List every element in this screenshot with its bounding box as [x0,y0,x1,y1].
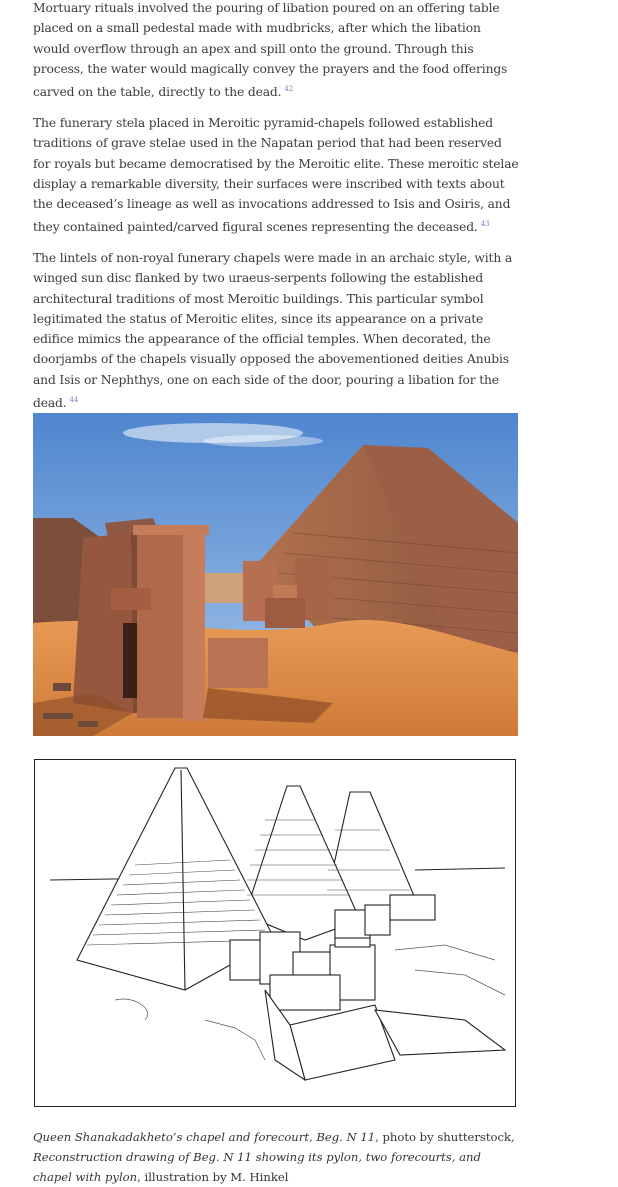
paragraph-text: The lintels of non-royal funerary chapels were made in an archaic style, with a winged sun disc flanked by two uraeus-serpents following the established architectural traditions of most Meroitic buildings. This particular symbol legitimated the status of Meroitic elites, since its appearance on a private edifice mimics the appearance of the official temples. When decorated, the doorjambs of the chapels visually opposed the abovementioned deities Anubis and Isis or Nephthys, one on each side of the door, pouring a libation for the dead. [33,251,513,411]
caption-title-photo: Queen Shanakadakheto’s chapel and forecourt, Beg. N 11 [33,1130,376,1144]
figure-caption [33,1127,521,1187]
caption-title-drawing: Reconstruction drawing of Beg. N 11 showing its pylon, two forecourts, and chapel with pylon [33,1150,481,1184]
paragraph-text: The funerary stela placed in Meroitic pyramid-chapels followed established traditions of grave stelae used in the Napatan period that had been reserved for royals but became democratised by the Meroitic elite. These meroitic stelae display a remarkable diversity, their surfaces were inscribed with texts about the deceased’s lineage as well as invocations addressed to Isis and Osiris, and they contained painted/carved figural scenes representing the deceased. [33,116,519,235]
caption-credit-drawing: , illustration by M. Hinkel [137,1170,289,1184]
paragraph-lintels [33,248,521,413]
footnote-link-44[interactable]: 44 [69,396,79,405]
drawing-image [35,760,515,1106]
paragraph-funerary-stela [33,113,521,238]
caption-credit-photo: , photo by shutterstock, [375,1130,515,1144]
reconstruction-drawing [34,759,516,1107]
paragraph-mortuary-rituals [33,0,521,102]
footnote-link-42[interactable]: 42 [284,85,294,94]
paragraph-text: Mortuary rituals involved the pouring of libation poured on an offering table placed on a small pedestal made with mudbricks, after which the libation would overflow through an apex and spill onto the ground. Through this process, the water would magically convey the prayers and the food offerings carved on the table, directly to the dead. [33,1,508,100]
photo-image [33,413,518,736]
footnote-link-43[interactable]: 43 [480,220,490,229]
photo-chapel-forecourt [33,413,518,736]
